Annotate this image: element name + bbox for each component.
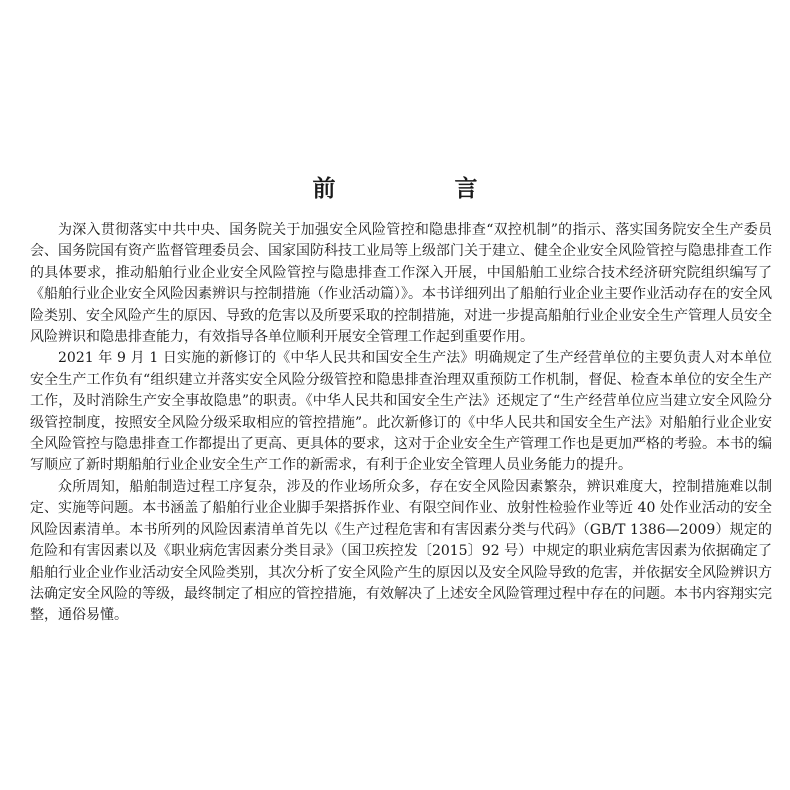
page-title: 前 言: [312, 176, 526, 202]
paragraph-2: 2021 年 9 月 1 日实施的新修订的《中华人民共和国安全生产法》明确规定了生产经营单位的主要负责人对本单位安全生产工作负有“组织建立并落实安全风险分级管控和隐患排查治理双重预防工作机制，督促、检查本单位的安全生产工作，及时消除生产安全事故隐患”的职责。《中华人民共和国安全生产法》还规定了“生产经营单位应当建立安全风险分级管控制度，按照安全风险分级采取相应的管控措施”。此次新修订的《中华人民共和国安全生产法》对船舶行业企业安全风险管控与隐患排查工作都提出了更高、更具体的要求，这对于企业安全生产管理工作也是更加严格的考验。本书的编写顺应了新时期船舶行业企业安全生产工作的新需求，有利于企业安全管理人员业务能力的提升。: [30, 350, 772, 474]
paragraph-3: 众所周知，船舶制造过程工序复杂，涉及的作业场所众多，存在安全风险因素繁杂，辨识难度大，控制措施难以制定、实施等问题。本书涵盖了船舶行业企业脚手架搭拆作业、有限空间作业、放射性检验作业等近 40 处作业活动的安全风险因素清单。本书所列的风险因素清单首先以《生产过程危害和有害因素分类与代码》（GB/T 1386—2009）规定的危险和有害因素以及《职业病危害因素分类目录》（国卫疾控发〔2015〕92 号）中规定的职业病危害因素为依据确定了船舶行业企业作业活动安全风险类别，其次分析了安全风险产生的原因以及安全风险导致的危害，并依据安全风险辨识方法确定安全风险的等级，最终制定了相应的管控措施，有效解决了上述安全风险管理过程中存在的问题。本书内容翔实完整，通俗易懂。: [30, 478, 772, 624]
paragraph-1: 为深入贯彻落实中共中央、国务院关于加强安全风险管控和隐患排查“双控机制”的指示、落实国务院安全生产委员会、国务院国有资产监督管理委员会、国家国防科技工业局等上级部门关于建立、健全企业安全风险管控与隐患排查工作的具体要求，推动船舶行业企业安全风险管控与隐患排查工作深入开展，中国船舶工业综合技术经济研究院组织编写了《船舶行业企业安全风险因素辨识与控制措施（作业活动篇）》。本书详细列出了船舶行业企业主要作业活动存在的安全风险类别、安全风险产生的原因、导致的危害以及所要采取的控制措施，对进一步提高船舶行业企业安全生产管理人员安全风险辨识和隐患排查能力，有效指导各单位顺利开展安全管理工作起到重要作用。: [30, 222, 772, 346]
document-body: [30, 220, 772, 627]
